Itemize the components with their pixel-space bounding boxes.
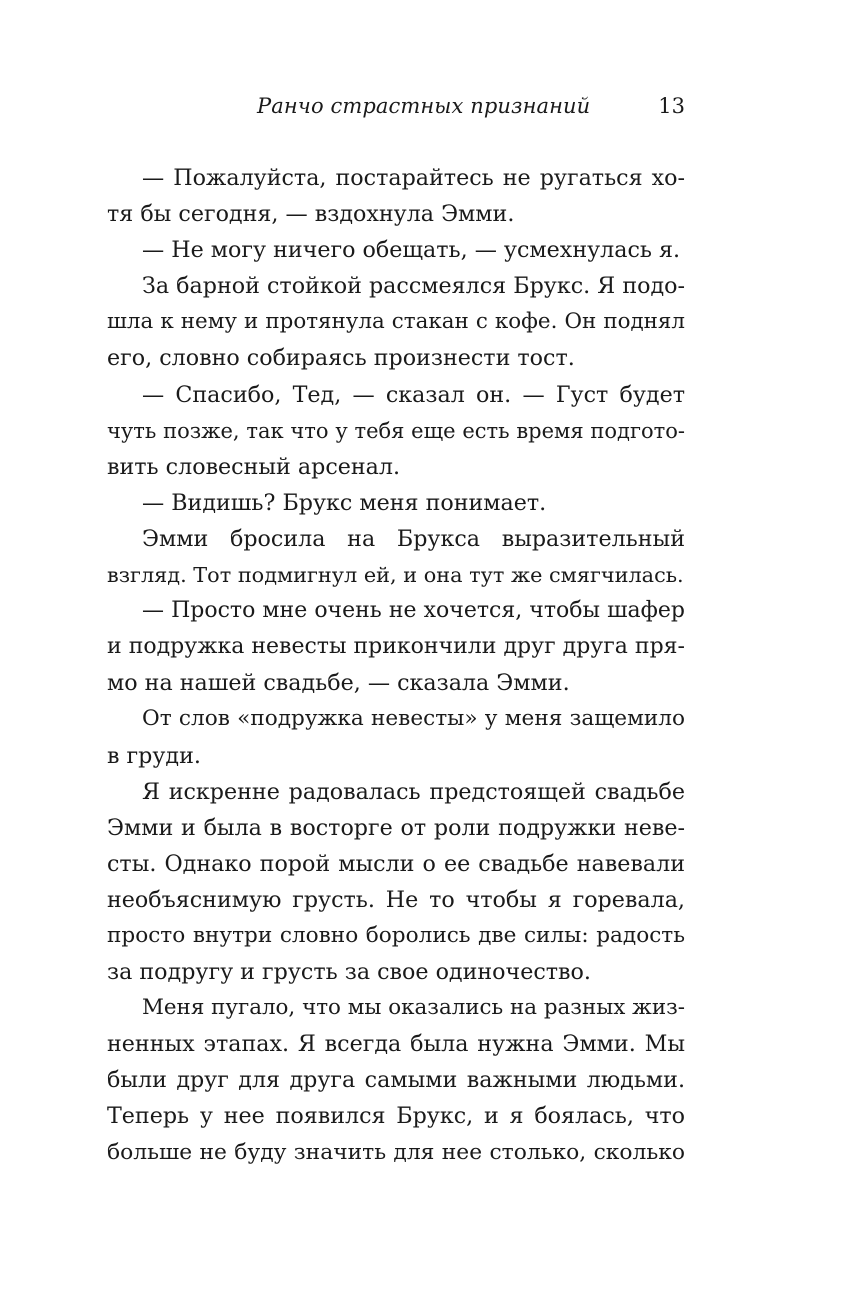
text-line: в груди. <box>107 742 201 769</box>
text-line: были друг для друга самыми важными людьми. <box>107 1067 685 1094</box>
running-title: Ранчо страстных признаний <box>257 94 591 118</box>
text-line: Теперь у нее появился Брукс, и я боялась, что <box>107 1103 685 1130</box>
text-line: просто внутри словно боролись две силы: радость <box>107 922 685 948</box>
text-line: за подругу и грусть за свое одиночество. <box>107 959 591 986</box>
text-line: шла к нему и протянула стакан с кофе. Он поднял <box>107 309 685 335</box>
text-line: Эмми бросила на Брукса выразительный <box>142 525 685 552</box>
text-line: и подружка невесты прикончили друг друга пря- <box>107 634 685 660</box>
text-line: Меня пугало, что мы оказались на разных жиз- <box>142 995 685 1021</box>
text-line: За барной стойкой рассмеялся Брукс. Я подо- <box>142 273 685 300</box>
text-line: От слов «подружка невесты» у меня защемило <box>142 706 685 732</box>
page-number: 13 <box>658 94 685 118</box>
text-line: необъяснимую грусть. Не то чтобы я горевала, <box>107 886 685 913</box>
text-line: — Видишь? Брукс меня понимает. <box>142 489 547 516</box>
text-line: Эмми и была в восторге от роли подружки неве- <box>107 814 685 841</box>
text-line: чуть позже, так что у тебя еще есть время подгото- <box>107 418 685 443</box>
text-line: взгляд. Тот подмигнул ей, и она тут же смягчилась. <box>107 563 684 588</box>
text-line: его, словно собираясь произнести тост. <box>107 345 575 372</box>
running-header <box>107 94 685 124</box>
text-line: тя бы сегодня, — вздохнула Эмми. <box>107 201 515 228</box>
text-line: сты. Однако порой мысли о ее свадьбе навевали <box>107 850 685 877</box>
text-line: ненных этапах. Я всегда была нужна Эмми. Мы <box>107 1031 685 1058</box>
text-line: — Пожалуйста, постарайтесь не ругаться хо- <box>142 165 685 191</box>
text-line: больше не буду значить для нее столько, сколько <box>107 1139 685 1165</box>
text-line: мо на нашей свадьбе, — сказала Эмми. <box>107 670 570 697</box>
text-line: вить словесный арсенал. <box>107 453 401 480</box>
text-line: — Спасибо, Тед, — сказал он. — Густ будет <box>142 381 685 408</box>
body-text <box>107 160 685 1171</box>
text-line: — Просто мне очень не хочется, чтобы шафер <box>142 598 685 624</box>
text-line: Я искренне радовалась предстоящей свадьбе <box>142 778 685 805</box>
text-line: — Не могу ничего обещать, — усмехнулась я. <box>142 237 681 264</box>
